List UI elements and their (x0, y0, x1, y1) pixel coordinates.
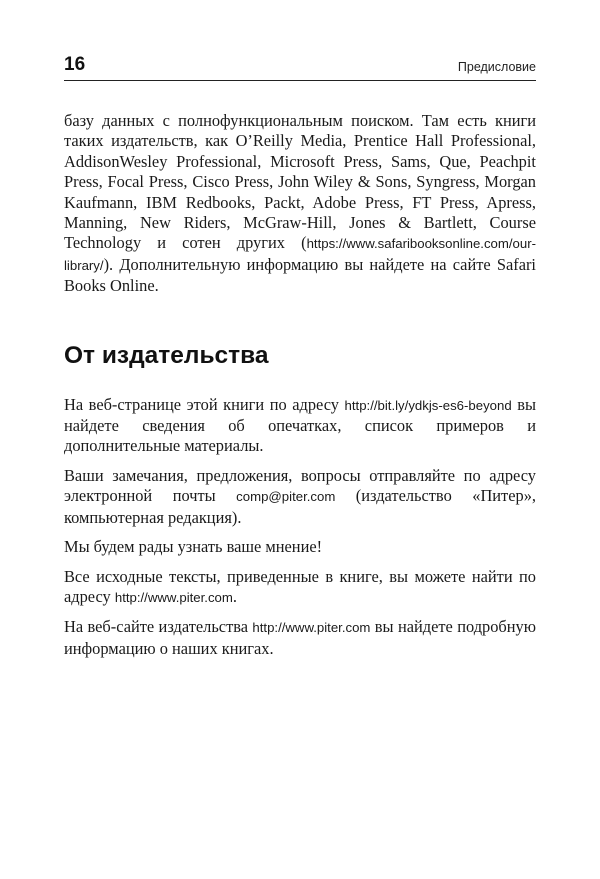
intro-text-after: ). Дополнительную информацию вы найдете на сайте Safari Books Online. (64, 254, 536, 296)
page-header (64, 52, 536, 81)
errata-paragraph (64, 395, 536, 457)
safari-library-link[interactable]: https://www.safaribooksonline.com/our-library/ (64, 236, 536, 273)
page-number: 16 (64, 54, 86, 75)
publisher-site-paragraph (64, 617, 536, 659)
feedback-text: Ваши замечания, предложения, вопросы отправляйте по адресу электронной почты (64, 465, 536, 506)
running-title: Предисловие (457, 60, 536, 74)
email-link[interactable]: comp@piter.com (236, 489, 336, 505)
publisher-site-link[interactable]: http://www.piter.com (252, 620, 371, 636)
source-code-paragraph (64, 567, 536, 609)
source-code-link[interactable]: http://www.piter.com (114, 589, 233, 605)
book-page-link[interactable]: http://bit.ly/ydkjs-es6-beyond (344, 397, 512, 413)
feedback-paragraph (64, 466, 536, 528)
feedback-text-after: (издательство «Питер», компьютерная редакция). (64, 486, 536, 527)
publisher-site-text-after: вы найдете подробную информацию о наших книгах. (64, 617, 536, 658)
errata-text-after: вы найдете сведения об опечатках, список примеров и дополнительные материалы. (64, 394, 536, 456)
source-code-text: Все исходные тексты, приведенные в книге, вы можете найти по адресу (64, 566, 536, 606)
page-content (64, 111, 536, 659)
section-title: От издательства (64, 341, 269, 369)
opinion-paragraph: Мы будем рады узнать ваше мнение! (64, 537, 323, 557)
source-code-text-after: . (232, 586, 237, 606)
errata-text: На веб-странице этой книги по адресу (64, 394, 345, 414)
publisher-site-text: На веб-сайте издательства (64, 617, 253, 637)
intro-text: базу данных с полнофункциональным поиском. Там есть книги таких издательств, как O’Reilly Media, Prentice Hall Professional, AddisonWesley Professional, Microsoft Press, Sams, Que, Peachpit Press, Focal Press, Cisco Press, John Wiley & Sons, Syngress, Morgan Kaufmann, IBM Redbooks, Packt, Adobe Press, FT Press, Apress, Manning, New Riders, McGraw-Hill, Jones & Bartlett, Course Technology и сотен других ( (64, 111, 536, 253)
intro-paragraph (64, 111, 536, 297)
